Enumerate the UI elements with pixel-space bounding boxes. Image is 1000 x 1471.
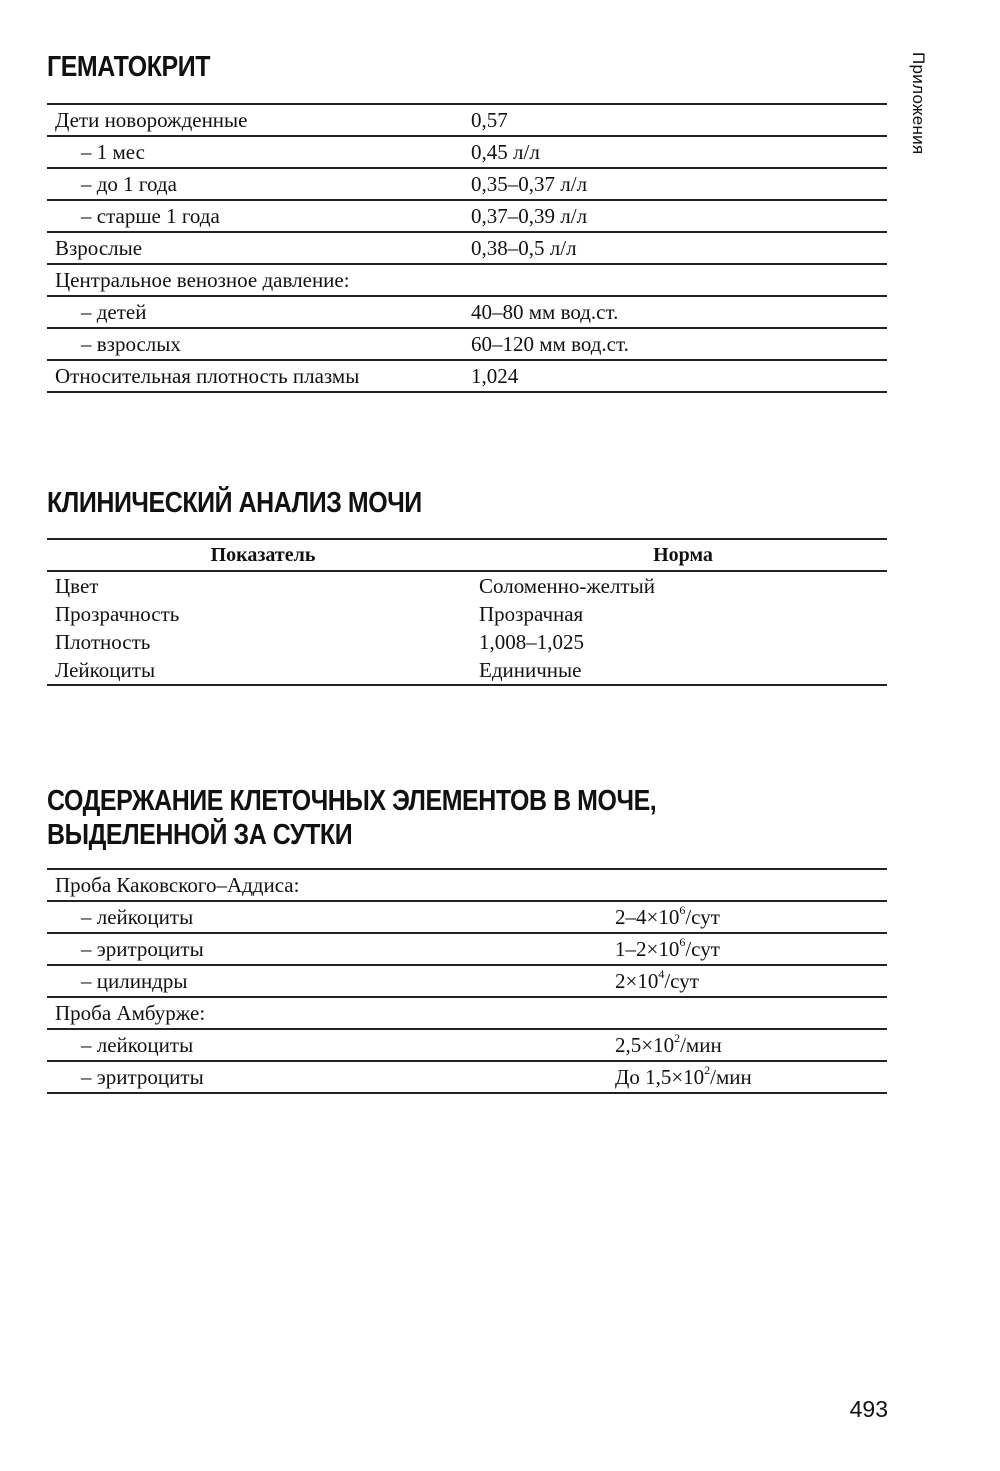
- table-row: [47, 1029, 887, 1061]
- row-value: 0,57: [463, 104, 887, 136]
- value-unit: /сут: [664, 968, 699, 993]
- row-label: – 1 мес: [47, 136, 463, 168]
- value-base: 2×10: [615, 968, 659, 993]
- row-value: 1,008–1,025: [479, 629, 584, 654]
- row-value: [607, 1029, 887, 1061]
- urinalysis-table: [47, 538, 887, 686]
- row-value: [607, 965, 887, 997]
- value-base: 2–4×10: [615, 904, 680, 929]
- row-value: [607, 933, 887, 965]
- table-row: [47, 104, 887, 136]
- row-value: [607, 901, 887, 933]
- row-label: Относительная плотность плазмы: [47, 360, 463, 392]
- value-base: 1–2×10: [615, 936, 680, 961]
- value-unit: /мин: [680, 1032, 722, 1057]
- row-label: – эритроциты: [47, 933, 607, 965]
- table-header-row: [47, 539, 887, 571]
- row-label: Лейкоциты: [55, 657, 156, 682]
- row-value: Единичные: [479, 657, 582, 682]
- row-label: – эритроциты: [47, 1061, 607, 1093]
- hematocrit-title: ГЕМАТОКРИТ: [47, 51, 211, 83]
- row-value: 0,37–0,39 л/л: [463, 200, 887, 232]
- value-exponent: 2: [704, 1062, 711, 1077]
- row-value: 0,45 л/л: [463, 136, 887, 168]
- value-unit: /мин: [710, 1064, 752, 1089]
- row-label: Центральное венозное давление:: [47, 264, 463, 296]
- table-row: [47, 1061, 887, 1093]
- cells-table: [47, 868, 887, 1094]
- value-base: До 1,5×10: [615, 1064, 705, 1089]
- row-value: 60–120 мм вод.ст.: [463, 328, 887, 360]
- row-label: Прозрачность: [55, 601, 180, 626]
- hematocrit-table: [47, 103, 887, 393]
- cells-title-line2: ВЫДЕЛЕННОЙ ЗА СУТКИ: [47, 819, 353, 851]
- row-value: 0,35–0,37 л/л: [463, 168, 887, 200]
- row-value: 40–80 мм вод.ст.: [463, 296, 887, 328]
- table-row: [47, 168, 887, 200]
- row-label: Плотность: [55, 629, 151, 654]
- value-exponent: 4: [658, 966, 665, 981]
- table-row: [47, 360, 887, 392]
- value-unit: /сут: [685, 936, 720, 961]
- urinalysis-title: КЛИНИЧЕСКИЙ АНАЛИЗ МОЧИ: [47, 487, 422, 519]
- table-row: [47, 933, 887, 965]
- row-label: – лейкоциты: [47, 901, 607, 933]
- row-label: – взрослых: [47, 328, 463, 360]
- table-row: [47, 232, 887, 264]
- table-row: [47, 571, 887, 600]
- row-label: Взрослые: [47, 232, 463, 264]
- table-row: [47, 328, 887, 360]
- row-value: [607, 869, 887, 901]
- row-value: 1,024: [463, 360, 887, 392]
- row-label: – до 1 года: [47, 168, 463, 200]
- table-row: [47, 200, 887, 232]
- row-label: – старше 1 года: [47, 200, 463, 232]
- table-row: [47, 600, 887, 628]
- row-label: – детей: [47, 296, 463, 328]
- cells-title-line1: СОДЕРЖАНИЕ КЛЕТОЧНЫХ ЭЛЕМЕНТОВ В МОЧЕ,: [47, 785, 657, 817]
- table-row: [47, 901, 887, 933]
- table-row: [47, 628, 887, 656]
- row-value: Соломенно-желтый: [479, 573, 655, 598]
- row-value: [607, 1061, 887, 1093]
- row-label: Проба Каковского–Аддиса:: [47, 869, 607, 901]
- row-value: [463, 264, 887, 296]
- norm-header: Норма: [471, 539, 887, 571]
- table-row: [47, 656, 887, 685]
- row-label: Дети новорожденные: [47, 104, 463, 136]
- table-row: [47, 869, 887, 901]
- indicator-header: Показатель: [47, 539, 471, 571]
- row-value: 0,38–0,5 л/л: [463, 232, 887, 264]
- table-row: [47, 264, 887, 296]
- value-exponent: 2: [674, 1030, 681, 1045]
- value-base: 2,5×10: [615, 1032, 675, 1057]
- row-label: Цвет: [55, 573, 99, 598]
- table-row: [47, 296, 887, 328]
- row-value: Прозрачная: [479, 601, 584, 626]
- section-side-label: Приложения: [909, 52, 928, 155]
- table-row: [47, 997, 887, 1029]
- value-exponent: 6: [679, 902, 686, 917]
- row-label: Проба Амбурже:: [47, 997, 607, 1029]
- row-label: – лейкоциты: [47, 1029, 607, 1061]
- row-label: – цилиндры: [47, 965, 607, 997]
- row-value: [607, 997, 887, 1029]
- page-number: 493: [849, 1396, 888, 1422]
- value-unit: /сут: [685, 904, 720, 929]
- table-row: [47, 136, 887, 168]
- table-row: [47, 965, 887, 997]
- value-exponent: 6: [679, 934, 686, 949]
